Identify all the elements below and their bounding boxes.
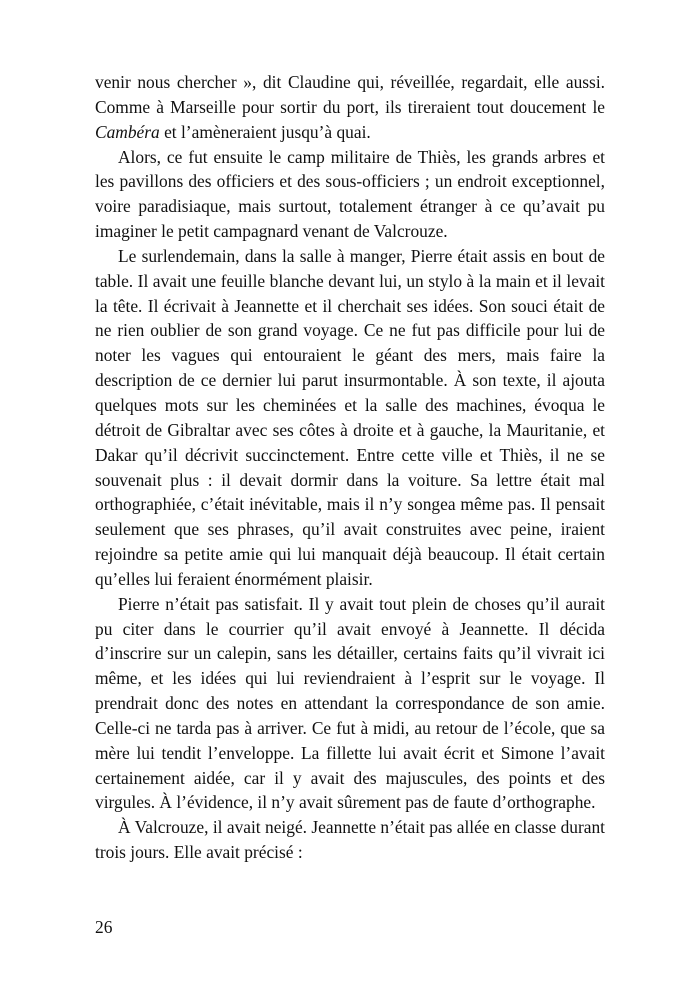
paragraph-5: [95, 815, 605, 865]
paragraph-1-part-1: venir nous chercher », dit Claudine qui, réveillée, regardait, elle aussi. Comme à Marseille pour sortir du port, ils tireraient tout doucement le: [95, 72, 605, 117]
paragraph-3-text: Le surlendemain, dans la salle à manger, Pierre était assis en bout de table. Il avait une feuille blanche devant lui, un stylo à la main et il levait la tête. Il écrivait à Jeannette et il cherchait ses idées. Son souci était de ne rien oublier de son grand voyage. Ce ne fut pas difficile pour lui de noter les vagues qui entouraient le géant des mers, mais faire la description de ce dernier lui parut insurmontable. À son texte, il ajouta quelques mots sur les cheminées et la salle des machines, évoqua le détroit de Gibraltar avec ses côtes à droite et à gauche, la Mauritanie, et Dakar qu’il décrivit succinctement. Entre cette ville et Thiès, il ne se souvenait plus : il devait dormir dans la voiture. Sa lettre était mal orthographiée, c’était inévitable, mais il n’y songea même pas. Il pensait seulement que ses phrases, qu’il avait construites avec peine, iraient rejoindre sa petite amie qui lui manquait déjà beaucoup. Il était certain qu’elles lui feraient énormément plaisir.: [95, 245, 605, 589]
paragraph-3: [95, 244, 605, 592]
paragraph-1: [95, 70, 605, 145]
paragraph-4: [95, 592, 605, 816]
paragraph-5-text: À Valcrouze, il avait neigé. Jeannette n’était pas allée en classe durant trois jours. Elle avait précisé :: [95, 817, 605, 863]
ship-name-italic: Cambéra: [95, 121, 160, 142]
paragraph-4-text: Pierre n’était pas satisfait. Il y avait tout plein de choses qu’il aurait pu citer dans le courrier qu’il avait envoyé à Jeannette. Il décida d’inscrire sur un calepin, sans les détailler, certains faits qu’il vivrait ici même, et les idées qui lui reviendraient à l’esprit sur le voyage. Il prendrait donc des notes en attendant la correspondance de son amie. Celle-ci ne tarda pas à arriver. Ce fut à midi, au retour de l’école, que sa mère lui tendit l’enveloppe. La fillette lui avait écrit et Simone l’avait certainement aidée, car il y avait des majuscules, des points et des virgules. À l’évidence, il n’y avait sûrement pas de faute d’orthographe.: [95, 593, 605, 813]
page-number: 26: [95, 917, 113, 937]
paragraph-2-text: Alors, ce fut ensuite le camp militaire de Thiès, les grands arbres et les pavillons des officiers et des sous-officiers ; un endroit exceptionnel, voire paradisiaque, mais surtout, totalement étranger à ce qu’avait pu imaginer le petit campagnard venant de Valcrouze.: [95, 146, 605, 242]
paragraph-1-part-3: et l’amèneraient jusqu’à quai.: [159, 121, 371, 142]
body-text: [95, 70, 605, 865]
paragraph-2: [95, 145, 605, 244]
